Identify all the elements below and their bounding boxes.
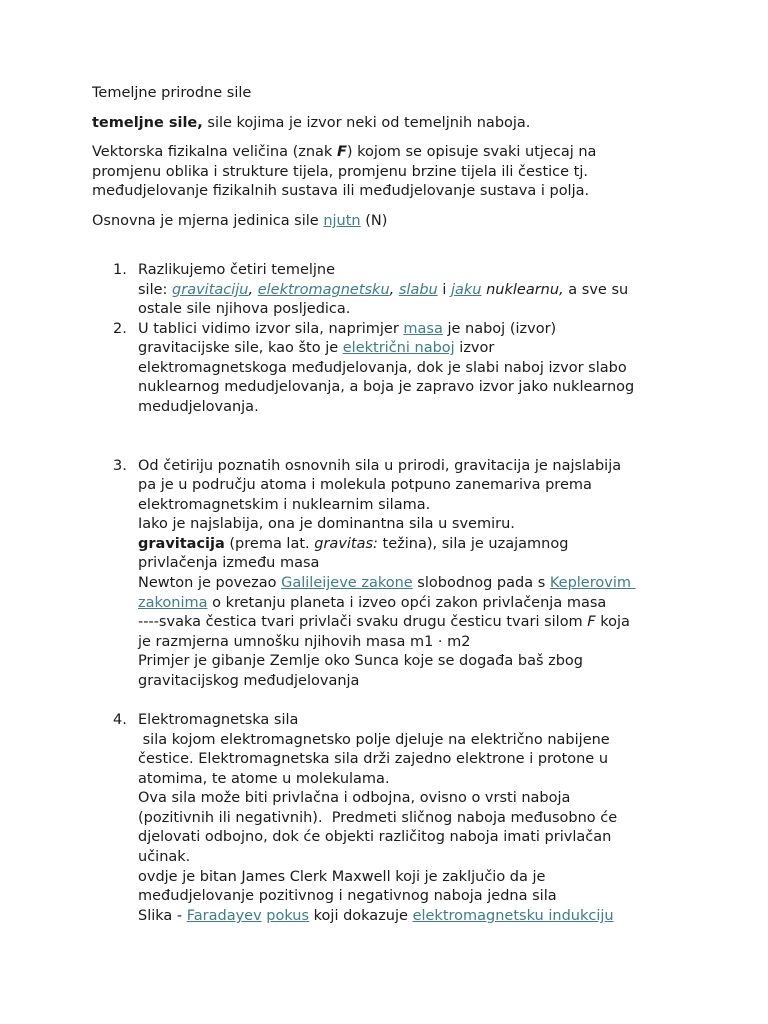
link-text[interactable]: jaku (450, 282, 482, 298)
link-elektromagnetsku[interactable] (258, 282, 390, 298)
item1-line-2 (138, 281, 698, 301)
link-text[interactable]: slabu (398, 282, 438, 298)
item3-text: ----svaka čestica tvari privlači svaku drugu česticu tvari silom (138, 614, 588, 630)
link-faradayev[interactable]: Faradayev (186, 908, 262, 924)
item4-line-6: (pozitivnih ili negativnih). Predmeti sličnog naboja međusobno će (138, 810, 618, 826)
link-text[interactable]: elektromagnetsku (257, 282, 390, 298)
item2-line-1 (138, 320, 698, 340)
item3-line-12: gravitacijskog međudjelovanja (138, 673, 360, 689)
vector-text: Vektorska fizikalna veličina (znak (92, 144, 337, 160)
item3-line-3: elektromagnetskim i nuklearnim silama. (138, 497, 431, 513)
definition-term: temeljne sile, (92, 115, 203, 131)
item2-text: je naboj (izvor) (442, 321, 557, 337)
link-slabu[interactable] (399, 282, 438, 298)
definition-paragraph (92, 114, 692, 134)
item1-line-1: Razlikujemo četiri temeljne (138, 262, 336, 278)
item1-text: a sve su (563, 282, 629, 298)
item2-line-4: nuklearnog medudjelovanja, a boja je zapravo izvor jako nuklearnog (138, 379, 635, 395)
link-jaku[interactable] (451, 282, 482, 298)
link-text[interactable]: gravitaciju (172, 282, 249, 298)
item4-line-4: atomima, te atome u molekulama. (138, 771, 390, 787)
item4-line-8: učinak. (138, 849, 191, 865)
vector-line-2: promjenu oblika i strukture tijela, promjenu brzine tijela ili čestice tj. (92, 164, 588, 180)
list-number-4: 4. (113, 712, 127, 728)
unit-text: Osnovna je mjerna jedinica sile (92, 213, 324, 229)
item3-line-11: Primjer je gibanje Zemlje oko Sunca koje se događa baš zbog (138, 653, 584, 669)
separator: , (389, 282, 399, 298)
link-elektromagnetsku-indukciju[interactable]: elektromagnetsku indukciju (412, 908, 614, 924)
item3-line-10: je razmjerna umnošku njihovih masa m1 · m2 (138, 634, 471, 650)
link-keplerovim-zakonima[interactable]: Keplerovim (549, 575, 636, 591)
item4-line-9: ovdje je bitan James Clerk Maxwell koji je zaključio da je (138, 869, 546, 885)
link-pokus[interactable]: pokus (266, 908, 310, 924)
definition-text: sile kojima je izvor neki od temeljnih naboja. (202, 115, 531, 131)
vector-text: ) kojom se opisuje svaki utjecaj na (346, 144, 597, 160)
item4-line-1: Elektromagnetska sila (138, 712, 299, 728)
item3-line-5 (138, 535, 698, 555)
item3-line-1: Od četiriju poznatih osnovnih sila u prirodi, gravitacija je najslabija (138, 458, 622, 474)
item3-text: Newton je povezao (138, 575, 282, 591)
item4-line-2: sila kojom elektromagnetsko polje djeluje na električno nabijene (138, 732, 610, 748)
item4-line-3: čestice. Elektromagnetska sila drži zajedno elektrone i protone u (138, 751, 609, 767)
item3-text: težina), sila je uzajamnog (377, 536, 569, 552)
item4-line-10: međudjelovanje pozitivnog i negativnog naboja jedna sila (138, 888, 557, 904)
item3-line-6: privlačenja između masa (138, 555, 320, 571)
item4-line-7: djelovati odbojno, dok će objekti različitog naboja imati privlačan (138, 829, 612, 845)
item4-text: Slika - (138, 908, 187, 924)
list-number-3: 3. (113, 458, 127, 474)
link-keplerovim-zakonima[interactable]: zakonima (138, 595, 208, 611)
item3-line-8 (138, 594, 698, 614)
unit-text: (N) (360, 213, 388, 229)
item2-line-2 (138, 339, 698, 359)
unit-paragraph (92, 212, 692, 232)
item2-text: izvor (454, 340, 495, 356)
item2-text: gravitacijske sile, kao što je (138, 340, 343, 356)
item3-text: slobodnog pada s (412, 575, 550, 591)
force-symbol: F (587, 614, 596, 630)
item3-line-2: pa je u području atoma i molekula potpuno zanemariva prema (138, 477, 592, 493)
item3-line-9 (138, 613, 698, 633)
item2-text: U tablici vidimo izvor sila, naprimjer (138, 321, 404, 337)
link-galileijeve-zakone[interactable]: Galileijeve zakone (281, 575, 413, 591)
item4-line-5: Ova sila može biti privlačna i odbojna, ovisno o vrsti naboja (138, 790, 571, 806)
item3-text: (prema lat. (224, 536, 315, 552)
item3-text: koja (595, 614, 630, 630)
link-njutn[interactable]: njutn (323, 213, 361, 229)
item1-line-3: ostale sile njihova posljedica. (138, 301, 351, 317)
list-number-2: 2. (113, 321, 127, 337)
item2-line-3: elektromagnetskoga međudjelovanja, dok je slabi naboj izvor slabo (138, 360, 627, 376)
item3-line-7 (138, 574, 698, 594)
item4-line-11 (138, 907, 698, 927)
force-symbol: F (336, 144, 347, 160)
item1-text: sile: (138, 282, 173, 298)
item3-italic: gravitas: (314, 536, 378, 552)
vector-line-1 (92, 143, 692, 163)
separator: i (437, 282, 451, 298)
list-number-1: 1. (113, 262, 127, 278)
link-elektricni-naboj[interactable]: električni naboj (342, 340, 455, 356)
item3-line-4: Iako je najslabija, ona je dominantna sila u svemiru. (138, 516, 515, 532)
item1-italic: nuklearnu, (481, 282, 564, 298)
item3-text: o kretanju planeta i izveo opći zakon privlačenja masa (207, 595, 607, 611)
document-title: Temeljne prirodne sile (92, 85, 252, 101)
link-masa[interactable]: masa (403, 321, 443, 337)
item2-line-5: medudjelovanja. (138, 399, 259, 415)
separator: , (248, 282, 258, 298)
link-gravitaciju[interactable] (172, 282, 248, 298)
item4-text: koji dokazuje (309, 908, 413, 924)
gravitacija-term: gravitacija (138, 536, 225, 552)
vector-line-3: međudjelovanje fizikalnih sustava ili međudjelovanje sustava i polja. (92, 183, 590, 199)
